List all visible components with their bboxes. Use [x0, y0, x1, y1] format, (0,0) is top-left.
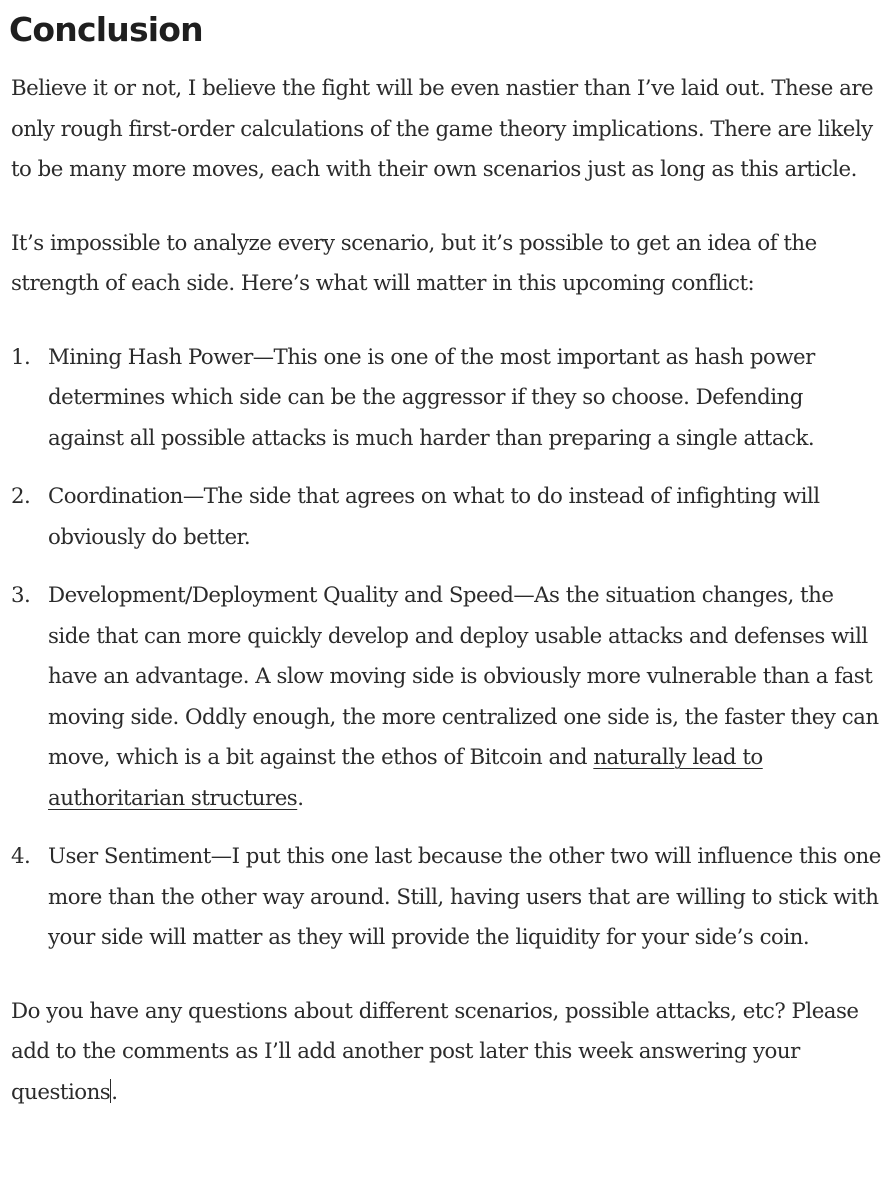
list-item-development — [11, 576, 881, 819]
paragraph-scenarios: It’s impossible to analyze every scenario, but it’s possible to get an idea of the strength of each side. Here’s what will matter in this upcoming conflict: — [11, 230, 817, 296]
closing-text: Do you have any questions about different scenarios, possible attacks, etc? Please add to the comments as I’ll add another post later this week answering your questions — [11, 998, 859, 1105]
section-heading: Conclusion — [9, 10, 203, 49]
authoritarian-structures-link[interactable]: naturally lead to authoritarian structures — [48, 745, 763, 811]
list-number: 4. — [11, 844, 31, 869]
list-number: 3. — [11, 583, 31, 608]
paragraph-intro: Believe it or not, I believe the fight will be even nastier than I’ve laid out. These are only rough first-order calculations of the game theory implications. There are likely to be many more moves, each with their own scenarios just as long as this article. — [11, 76, 874, 182]
list-item-text: User Sentiment—I put this one last because the other two will influence this one more than the other way around. Still, having users that are willing to stick with your side will matter as they will provide the liquidity for your side’s coin. — [48, 844, 881, 950]
list-item-text: Development/Deployment Quality and Speed—As the situation changes, the side that can more quickly develop and deploy usable attacks and defenses will have an advantage. A slow moving side is obviously more vulnerable than a fast moving side. Oddly enough, the more centralized one side is, the faster they can move, which is a bit against the ethos of Bitcoin and — [48, 583, 879, 770]
list-item-hash-power — [11, 338, 881, 460]
list-item-text: Mining Hash Power—This one is one of the most important as hash power determines which side can be the aggressor if they so choose. Defending against all possible attacks is much harder than preparing a single attack. — [48, 344, 815, 451]
list-item-text: Coordination—The side that agrees on what to do instead of infighting will obviously do better. — [48, 484, 820, 550]
list-number: 1. — [11, 344, 31, 370]
article — [11, 0, 881, 1113]
list-item-period: . — [297, 785, 304, 811]
closing-period: . — [111, 1079, 118, 1105]
factor-list — [11, 338, 881, 959]
list-item-coordination — [11, 477, 881, 558]
list-number: 2. — [11, 484, 31, 509]
paragraph-closing — [11, 992, 881, 1114]
list-item-user-sentiment — [11, 837, 881, 959]
